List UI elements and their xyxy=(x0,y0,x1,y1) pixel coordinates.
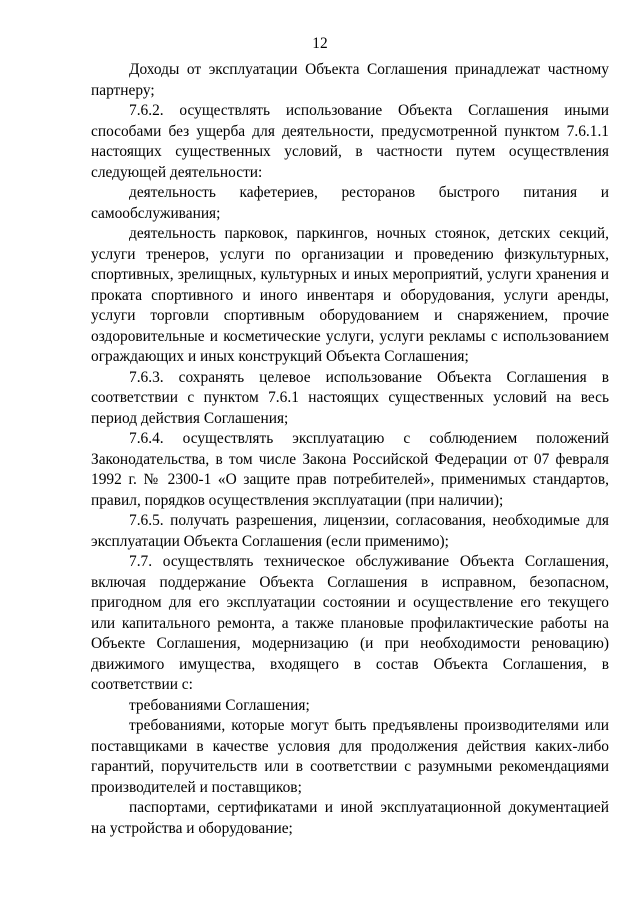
paragraph-cafeterias: деятельность кафетериев, ресторанов быстрого питания и самообслуживания; xyxy=(91,184,609,222)
paragraph-manufacturer-requirements: требованиями, которые могут быть предъявлены производителями или поставщиками в качестве условия для продолжения действия каких-либо гарантий, поручительств или в соответствии с разумными рекомендациями производителей и поставщиков; xyxy=(91,717,609,796)
paragraph-7-6-3: 7.6.3. сохранять целевое использование Объекта Соглашения в соответствии с пунктом 7.6.1 настоящих существенных условий на весь период действия Соглашения; xyxy=(91,368,609,427)
page-number: 12 xyxy=(312,35,328,52)
paragraph-parking-services: деятельность парковок, паркингов, ночных стоянок, детских секций, услуги тренеров, услуги по организации и проведению физкультурных, спортивных, зрелищных, культурных и иных мероприятий, услуги хранения и проката спортивного и иного инвентаря и оборудования, услуги аренды, услуги торговли спортивным оборудованием и снаряжением, прочие оздоровительные и косметические услуги, услуги рекламы с использованием ограждающих и иных конструкций Объекта Соглашения; xyxy=(91,225,609,365)
paragraph-7-6-5: 7.6.5. получать разрешения, лицензии, согласования, необходимые для эксплуатации Объекта Соглашения (если применимо); xyxy=(91,512,609,550)
document-body xyxy=(91,60,609,839)
paragraph-passports-certificates: паспортами, сертификатами и иной эксплуатационной документацией на устройства и оборудование; xyxy=(91,799,609,837)
paragraph-7-6-4: 7.6.4. осуществлять эксплуатацию с соблюдением положений Законодательства, в том числе Закона Российской Федерации от 07 февраля 1992 г. № 2300-1 «О защите прав потребителей», применимых стандартов, правил, порядков осуществления эксплуатации (при наличии); xyxy=(91,430,609,509)
paragraph-income: Доходы от эксплуатации Объекта Соглашения принадлежат частному партнеру; xyxy=(91,61,609,99)
paragraph-7-7: 7.7. осуществлять техническое обслуживание Объекта Соглашения, включая поддержание Объекта Соглашения в исправном, безопасном, пригодном для его эксплуатации состоянии и осуществление его текущего или капитального ремонта, а также плановые профилактические работы на Объекте Соглашения, модернизацию (и при необходимости реновацию) движимого имущества, входящего в состав Объекта Соглашения, в соответствии с: xyxy=(91,553,609,693)
paragraph-7-6-2: 7.6.2. осуществлять использование Объекта Соглашения иными способами без ущерба для деятельности, предусмотренной пунктом 7.6.1.1 настоящих существенных условий, в частности путем осуществления следующей деятельности: xyxy=(91,102,609,181)
paragraph-agreement-requirements: требованиями Соглашения; xyxy=(129,696,310,714)
